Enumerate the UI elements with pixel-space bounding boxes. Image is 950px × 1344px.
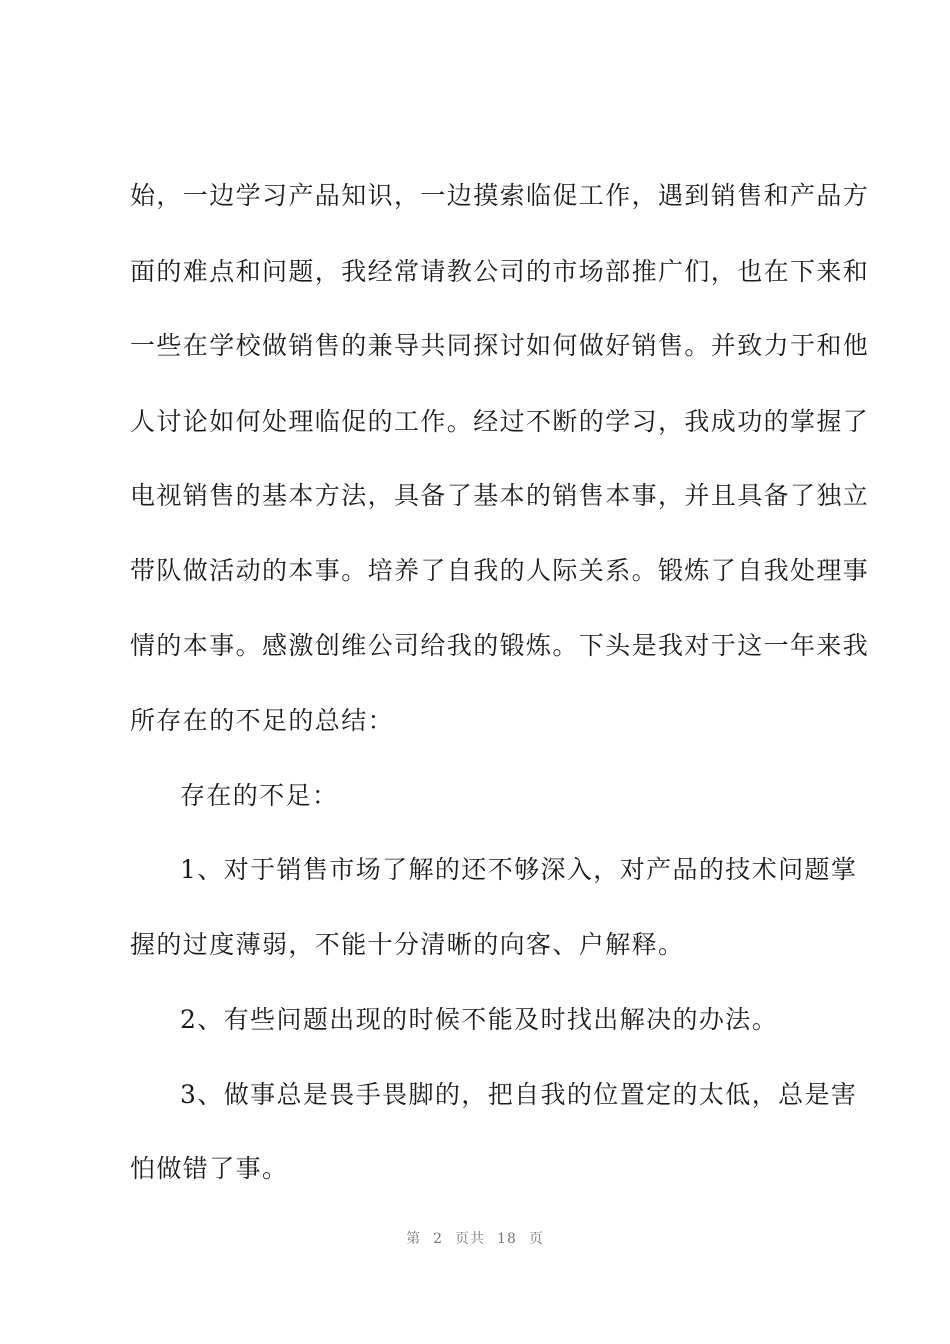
footer-total-pages: 18	[497, 1231, 517, 1247]
list-item-3: 3、做事总是畏手畏脚的，把自我的位置定的太低，总是害	[180, 1080, 858, 1109]
list-item-1: 1、对于销售市场了解的还不够深入，对产品的技术问题掌	[180, 855, 858, 884]
paragraph-line: 始，一边学习产品知识，一边摸索临促工作，遇到销售和产品方	[130, 181, 870, 210]
paragraph-line: 面的难点和问题，我经常请教公司的市场部推广们，也在下来和	[130, 257, 870, 286]
paragraph-line: 人讨论如何处理临促的工作。经过不断的学习，我成功的掌握了	[130, 407, 870, 436]
paragraph-line: 情的本事。感激创维公司给我的锻炼。下头是我对于这一年来我	[130, 631, 870, 660]
footer-current-page: 2	[433, 1231, 444, 1247]
page-footer	[0, 1228, 950, 1248]
list-item-3-continuation: 怕做错了事。	[130, 1154, 289, 1183]
paragraph-line: 带队做活动的本事。培养了自我的人际关系。锻炼了自我处理事	[130, 556, 870, 585]
paragraph-line: 所存在的不足的总结：	[130, 706, 395, 735]
list-item-2: 2、有些问题出现的时候不能及时找出解决的办法。	[180, 1005, 779, 1034]
footer-label-ye: 页	[528, 1231, 544, 1247]
footer-label-ye-gong: 页共	[455, 1231, 486, 1247]
paragraph-line: 电视销售的基本方法，具备了基本的销售本事，并且具备了独立	[130, 481, 870, 510]
paragraph-line: 一些在学校做销售的兼导共同探讨如何做好销售。并致力于和他	[130, 331, 870, 360]
footer-label-di: 第	[406, 1231, 422, 1247]
section-heading: 存在的不足：	[180, 781, 339, 810]
list-item-1-continuation: 握的过度薄弱，不能十分清晰的向客、户解释。	[130, 930, 685, 959]
